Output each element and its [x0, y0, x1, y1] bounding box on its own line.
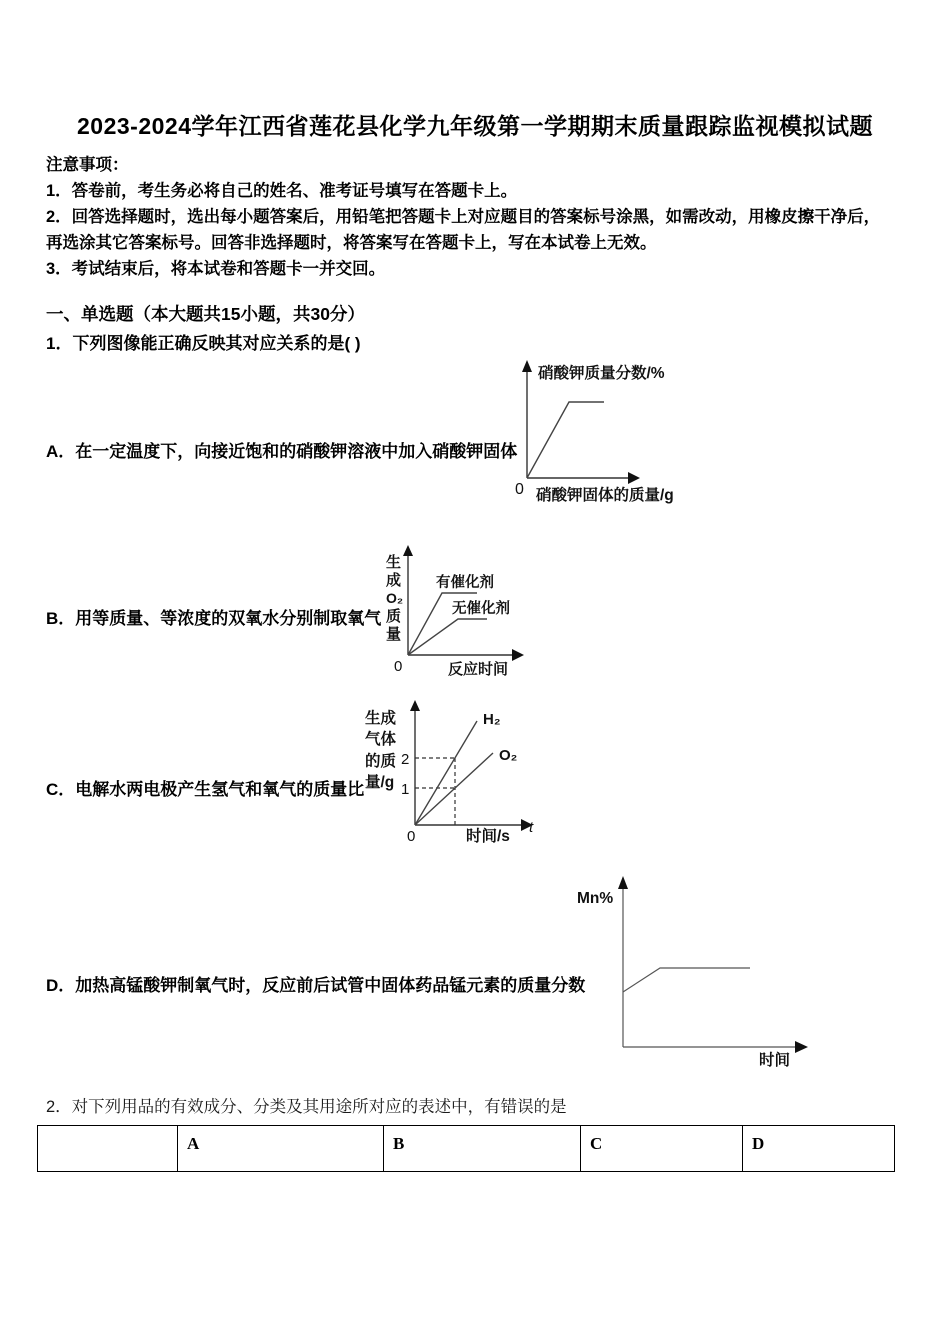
graph-d-x-label: 时间 [759, 1052, 791, 1069]
graph-option-b [376, 543, 531, 685]
graph-a-svg [512, 358, 707, 508]
table-row [38, 1126, 895, 1172]
page-title: 2023-2024学年江西省莲花县化学九年级第一学期期末质量跟踪监视模拟试题 [77, 113, 873, 139]
table-cell-b: B [384, 1126, 581, 1172]
graph-c-h2-label: H₂ [483, 711, 501, 728]
graph-c-tick-1: 1 [401, 781, 410, 798]
graph-a-curve [527, 402, 604, 478]
graph-c-h2-line [415, 721, 477, 825]
notice-block [46, 152, 912, 282]
graph-a-origin-label: 0 [515, 481, 524, 498]
graph-option-c [363, 698, 558, 848]
graph-a-x-label: 硝酸钾固体的质量/g [536, 487, 674, 504]
section-1-heading: 一、单选题（本大题共15小题，共30分） [46, 304, 365, 324]
graph-b-y-label-char-4: 质 [386, 608, 402, 625]
notice-line-2: 2．回答选择题时，选出每小题答案后，用铅笔把答题卡上对应题目的答案标号涂黑，如需改动，用橡皮擦干净后， [46, 208, 881, 226]
graph-d-x-arrow-icon [795, 1041, 808, 1053]
question-2-text: 2．对下列用品的有效成分、分类及其用途所对应的表述中，有错误的是 [46, 1098, 567, 1116]
option-c-text: C．电解水两电极产生氢气和氧气的质量比 [46, 780, 365, 799]
table-cell-empty [38, 1126, 178, 1172]
graph-d-svg [563, 872, 818, 1077]
graph-a-y-label: 硝酸钾质量分数/% [538, 365, 665, 382]
graph-c-y-arrow-icon [410, 700, 420, 711]
graph-c-y-label-line-4: 量/g [365, 774, 395, 791]
graph-d-y-arrow-icon [618, 876, 628, 889]
graph-c-o2-label: O₂ [499, 747, 518, 764]
graph-c-svg [363, 698, 558, 848]
graph-c-y-label-line-3: 的质 [365, 753, 397, 770]
graph-d-curve [623, 968, 750, 992]
notice-line-3: 再选涂其它答案标号。回答非选择题时，将答案写在答题卡上，写在本试卷上无效。 [46, 234, 657, 252]
graph-c-o2-line [415, 753, 493, 825]
graph-a-x-arrow-icon [628, 472, 640, 484]
graph-b-y-label-char-3: O₂ [386, 590, 404, 606]
graph-c-x-label: 时间/s [466, 828, 510, 845]
option-a-text: A．在一定温度下，向接近饱和的硝酸钾溶液中加入硝酸钾固体 [46, 442, 518, 461]
graph-b-y-label-char-1: 生 [386, 554, 402, 571]
option-b-text: B．用等质量、等浓度的双氧水分别制取氧气 [46, 609, 382, 628]
graph-b-y-arrow-icon [403, 545, 413, 556]
graph-b-y-label-char-5: 量 [386, 626, 402, 643]
graph-b-no-catalyst-label: 无催化剂 [452, 601, 510, 617]
question-1-text: 1．下列图像能正确反映其对应关系的是( ) [46, 334, 361, 353]
notice-line-1: 1．答卷前，考生务必将自己的姓名、准考证号填写在答题卡上。 [46, 182, 518, 200]
graph-b-svg [376, 543, 531, 685]
graph-b-x-label: 反应时间 [448, 661, 509, 678]
graph-c-y-label-line-1: 生成 [365, 710, 397, 727]
graph-c-tick-2: 2 [401, 751, 410, 768]
graph-option-a [512, 358, 707, 508]
graph-option-d [563, 872, 818, 1077]
table-cell-c: C [581, 1126, 743, 1172]
graph-c-y-label-line-2: 气体 [365, 731, 397, 748]
table-cell-a: A [178, 1126, 384, 1172]
notice-line-4: 3．考试结束后，将本试卷和答题卡一并交回。 [46, 260, 386, 278]
graph-b-x-arrow-icon [512, 649, 524, 661]
table-cell-d: D [743, 1126, 895, 1172]
notice-heading: 注意事项： [46, 156, 129, 174]
graph-b-catalyst-label: 有催化剂 [436, 575, 494, 591]
option-d-text: D．加热高锰酸钾制氧气时，反应前后试管中固体药品锰元素的质量分数 [46, 976, 586, 995]
graph-d-y-label: Mn% [577, 890, 614, 907]
graph-b-no-catalyst-curve [408, 619, 487, 655]
graph-c-origin-label: 0 [407, 828, 416, 845]
graph-b-origin-label: 0 [394, 658, 403, 675]
graph-c-t-label: t [529, 819, 534, 836]
question-2-table [37, 1125, 895, 1172]
graph-a-y-arrow-icon [522, 360, 532, 372]
graph-b-y-label-char-2: 成 [386, 572, 402, 589]
